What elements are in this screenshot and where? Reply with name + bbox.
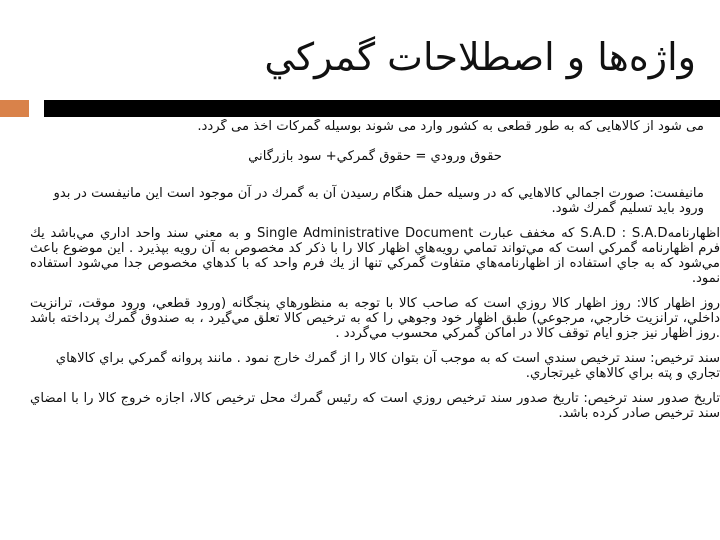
accent-bar bbox=[0, 100, 29, 117]
paragraph-manifest: مانيفست: صورت اجمالي کالاهايي که در وسيله حمل هنگام رسيدن آن به گمرك در آن موجود است اين مانيفست در بدو ورود بايد تسليم گمرك شود. bbox=[53, 186, 704, 216]
slide-title: واژه‌ها و اصطلاحات گمرکي bbox=[264, 35, 696, 79]
paragraph-clearance-document: سند ترخيص: سند ترخيص سندي است که به موجب آن بتوان کالا را از گمرك خارج نمود . مانند پروانه گمرکي براي کالاهاي تجاري و پته براي کالاهاي غيرتجاري. bbox=[55, 351, 720, 381]
paragraph-declaration-day: روز اظهار کالا: روز اظهار کالا روزي است که صاحب کالا با توجه به منظورهاي پنجگانه (ورود قطعي، ورود موقت، ترانزيت داخلي، ترانزيت خارجي، مرجوعي) طبق اظهار خود وجوهي را که به ترخيص کالا تعلق مي‌گيرد ، به صندوق گمرك پرداخته باشد .روز اظهار نيز جزو ايام توقف کالا در اماکن گمرکي محسوب مي‌گردد . bbox=[30, 296, 720, 341]
paragraph-sad-declaration: اظهارنامهS.A.D : S.A.D که مخفف عبارت Single Administrative Document و به معني سند واحد اداري مي‌باشد يك فرم اظهارنامه گمرکي است که مي‌تواند تمامي رويه‌هاي اظهار کالا را با ذکر کد مخصوص به آن رويه بپذيرد . اين موضوع باعث مي‌شود که به جاي استفاده از اظهارنامه‌هاي متفاوت گمرکي تنها از يك فرم واحد که با کدهاي مخصوص جدا مي‌شود استفاده نمود. bbox=[30, 226, 720, 286]
title-divider-bar bbox=[44, 100, 720, 117]
paragraph-clearance-issue-date: تاريخ صدور سند ترخيص: تاريخ صدور سند ترخيص روزي است که رئيس گمرك محل ترخيص کالا، اجازه خروج کالا را با امضاي سند ترخيص صادر کرده باشد. bbox=[30, 391, 720, 421]
slide-body bbox=[30, 119, 720, 540]
paragraph-customs-duty-continuation: می شود از کالاهایی که به طور قطعی به کشور وارد می شوند بوسیله گمرکات اخذ می گردد. bbox=[197, 119, 704, 134]
paragraph-import-duty-formula: حقوق ورودي = حقوق گمرکي+ سود بازرگاني bbox=[248, 149, 502, 164]
